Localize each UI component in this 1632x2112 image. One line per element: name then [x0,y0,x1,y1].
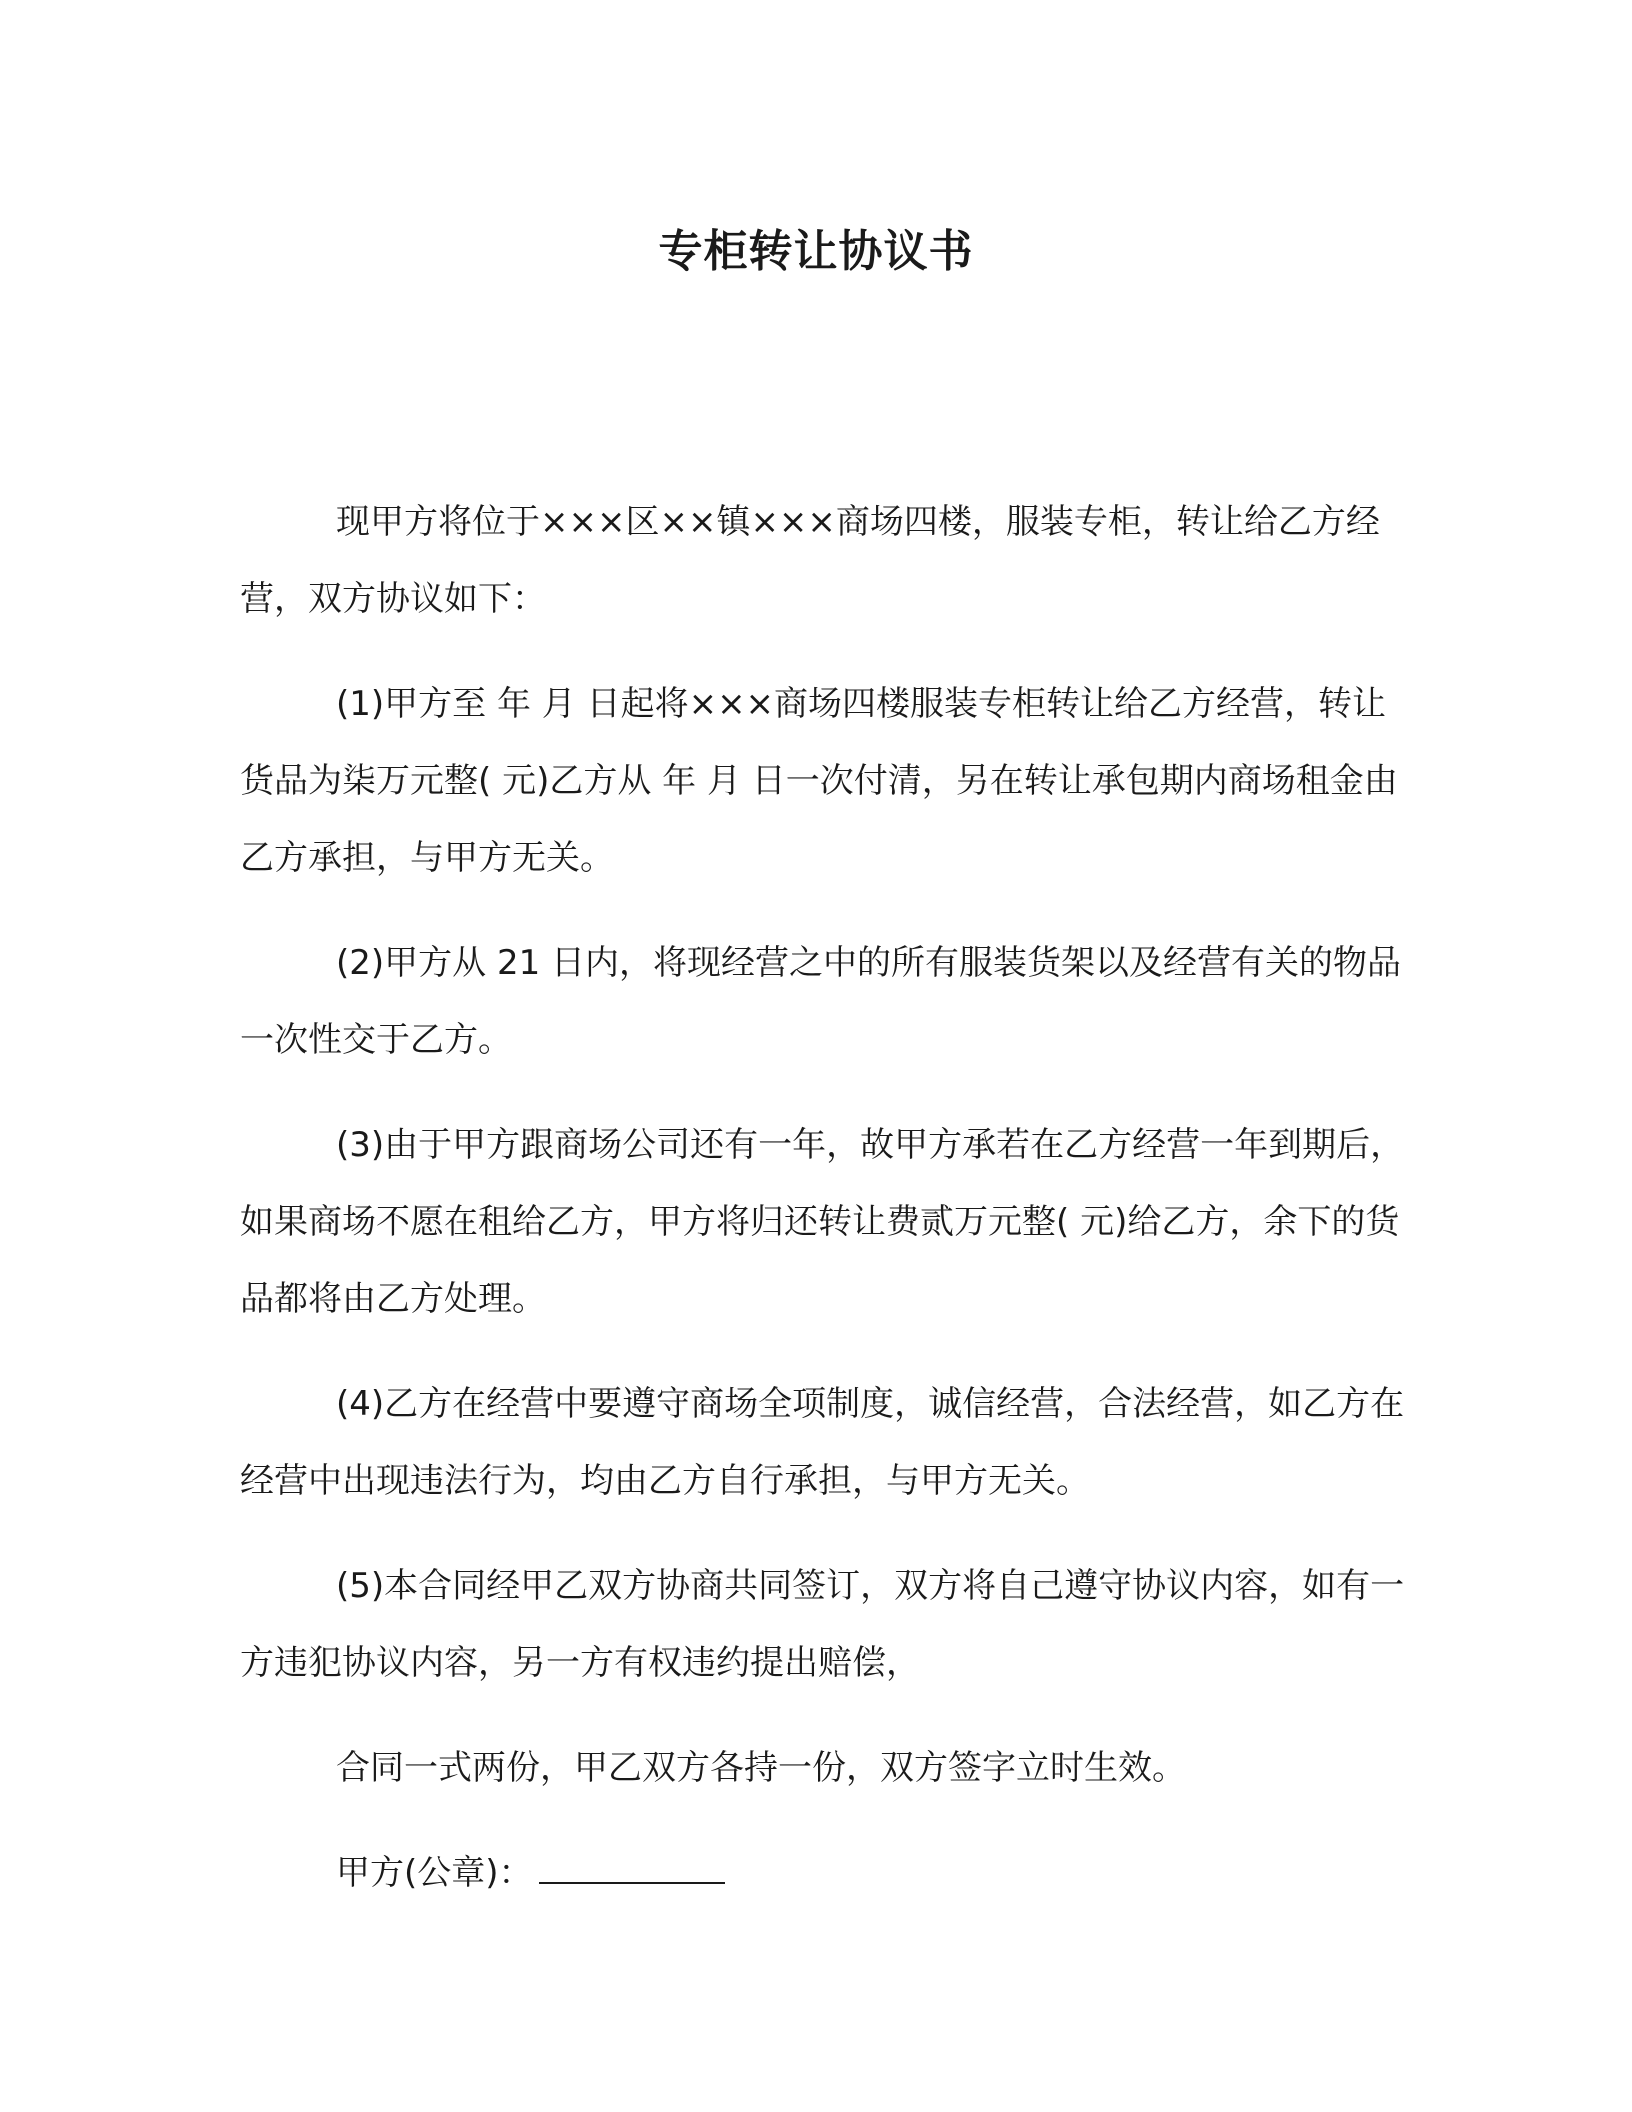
signature-blank-line[interactable] [539,1852,725,1884]
clause-5: (5)本合同经甲乙双方协商共同签订，双方将自己遵守协议内容，如有一方违犯协议内容，另一方有权违约提出赔偿， [240,1566,1405,1683]
party-a-signature-row [240,1835,1420,1912]
document-body [240,484,1420,1912]
copies-statement: 合同一式两份，甲乙双方各持一份，双方签字立时生效。 [336,1748,1186,1788]
clause-4: (4)乙方在经营中要遵守商场全项制度，诚信经营，合法经营，如乙方在经营中出现违法行为，均由乙方自行承担，与甲方无关。 [240,1384,1405,1501]
party-a-signature-label: 甲方(公章)： [336,1853,533,1893]
document-title: 专柜转让协议书 [658,226,974,277]
intro-paragraph: 现甲方将位于×××区××镇×××商场四楼，服装专柜，转让给乙方经营，双方协议如下： [240,502,1380,619]
clause-2: (2)甲方从 21 日内，将现经营之中的所有服装货架以及经营有关的物品一次性交于乙方。 [240,943,1402,1060]
clause-3: (3)由于甲方跟商场公司还有一年，故甲方承若在乙方经营一年到期后，如果商场不愿在租给乙方，甲方将归还转让费贰万元整( 元)给乙方，余下的货品都将由乙方处理。 [240,1125,1405,1319]
clause-1: (1)甲方至 年 月 日起将×××商场四楼服装专柜转让给乙方经营，转让货品为柒万元整( 元)乙方从 年 月 日一次付清，另在转让承包期内商场租金由乙方承担，与甲方无关。 [240,684,1398,878]
